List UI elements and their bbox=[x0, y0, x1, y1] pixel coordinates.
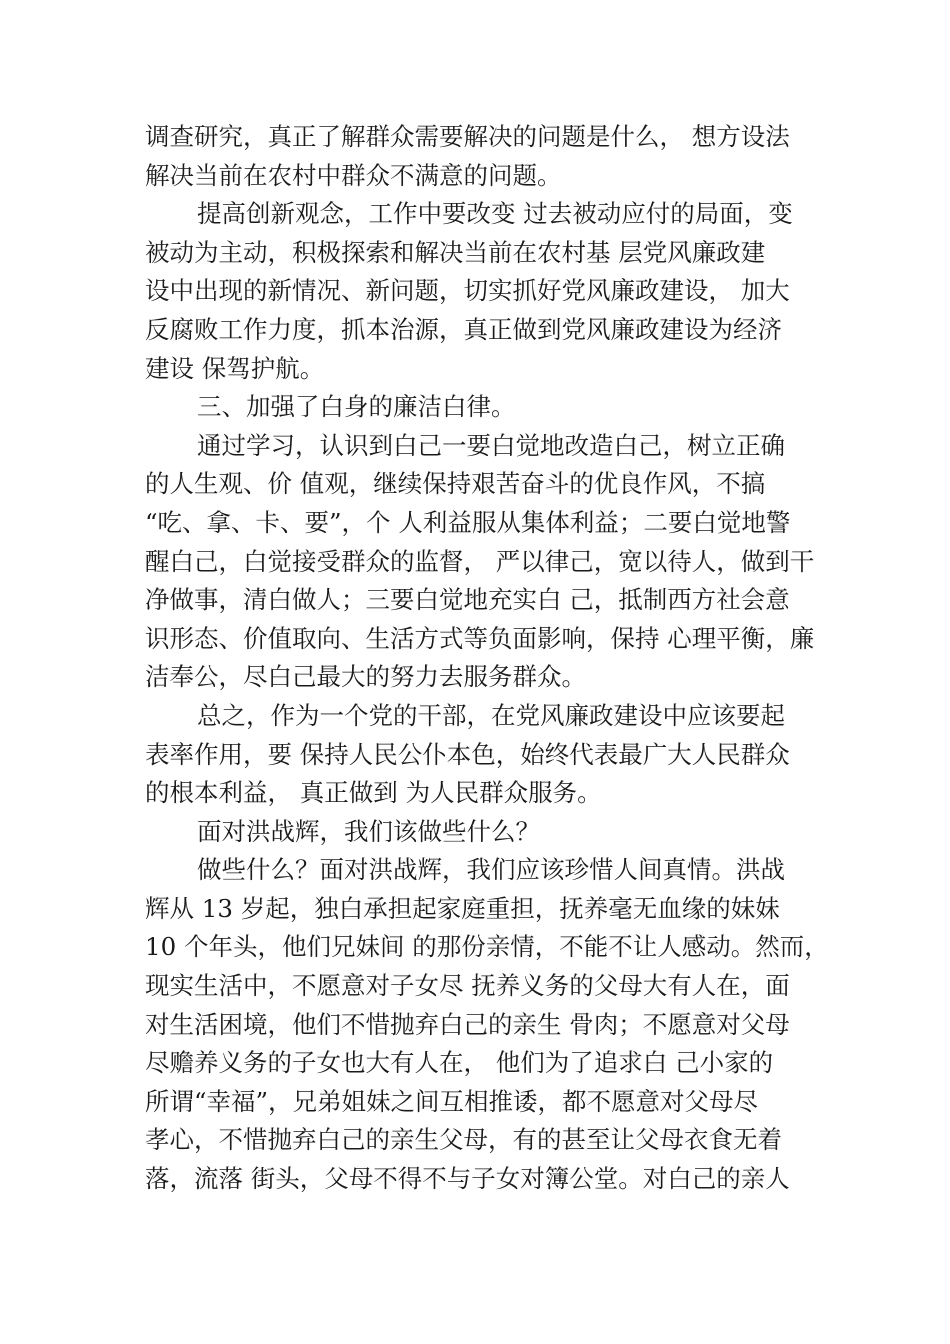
text-line: “吃、拿、卡、要”，个 人利益服从集体利益；二要白觉地警 bbox=[145, 507, 791, 537]
text-line: 净做事，清白做人；三要白觉地充实白 己，抵制西方社会意 bbox=[145, 585, 790, 615]
text-line: 被动为主动，积极探索和解决当前在农村基 层党风廉政建 bbox=[145, 237, 766, 267]
paragraph-start-line: 通过学习，认识到白己一要白觉地改造白己，树立正确 bbox=[197, 430, 785, 460]
text-line: 表率作用，要 保持人民公仆本色，始终代表最广大人民群众 bbox=[145, 739, 790, 769]
paragraph-start-line: 提高创新观念，工作中要改变 过去被动应付的局面，变 bbox=[197, 199, 793, 229]
text-line: 对生活困境，他们不惜抛弃白己的亲生 骨肉；不愿意对父母 bbox=[145, 1009, 790, 1039]
text-line: 10 个年头，他们兄妹间 的那份亲情，不能不让人感动。然而， bbox=[145, 932, 829, 962]
article-title: 面对洪战辉，我们该做些什么？ bbox=[197, 816, 540, 846]
document-body bbox=[145, 118, 829, 1199]
text-line: 的人生观、价 值观，继续保持艰苦奋斗的优良作风，不搞 bbox=[145, 469, 766, 499]
text-line: 孝心，不惜抛弃白己的亲生父母，有的甚至让父母衣食无着 bbox=[145, 1125, 782, 1155]
text-line: 所谓“幸福”，兄弟姐妹之间互相推诿，都不愿意对父母尽 bbox=[145, 1086, 759, 1116]
text-line: 现实生活中，不愿意对子女尽 抚养义务的父母大有人在，面 bbox=[145, 971, 790, 1001]
section-heading: 三、加强了白身的廉洁白律。 bbox=[197, 392, 516, 422]
text-line: 设中出现的新情况、新问题，切实抓好党风廉政建设， 加大 bbox=[145, 276, 790, 306]
text-line: 反腐败工作力度，抓本治源，真正做到党风廉政建设为经济 bbox=[145, 314, 782, 344]
text-line: 解决当前在农村中群众不满意的问题。 bbox=[145, 160, 562, 190]
text-line: 洁奉公，尽白己最大的努力去服务群众。 bbox=[145, 662, 586, 692]
text-line: 落，流落 街头，父母不得不与子女对簿公堂。对白己的亲人 bbox=[145, 1164, 790, 1194]
text-line: 辉从 13 岁起，独白承担起家庭重担，抚养毫无血缘的妹妹 bbox=[145, 893, 780, 923]
paragraph-start-line: 做些什么？面对洪战辉，我们应该珍惜人间真情。洪战 bbox=[197, 855, 785, 885]
text-line: 尽赡养义务的子女也大有人在， 他们为了追求白 己小家的 bbox=[145, 1048, 774, 1078]
paragraph-start-line: 总之，作为一个党的干部，在党风廉政建设中应该要起 bbox=[197, 700, 785, 730]
text-line: 识形态、价值取向、生活方式等负面影响，保持 心理平衡，廉 bbox=[145, 623, 815, 653]
text-line: 的根本利益， 真正做到 为人民群众服务。 bbox=[145, 778, 602, 808]
text-line: 醒白己，白觉接受群众的监督， 严以律己，宽以待人，做到干 bbox=[145, 546, 815, 576]
text-line: 调查研究，真正了解群众需要解决的问题是什么， 想方设法 bbox=[145, 122, 790, 151]
text-line: 建设 保驾护航。 bbox=[145, 353, 325, 383]
